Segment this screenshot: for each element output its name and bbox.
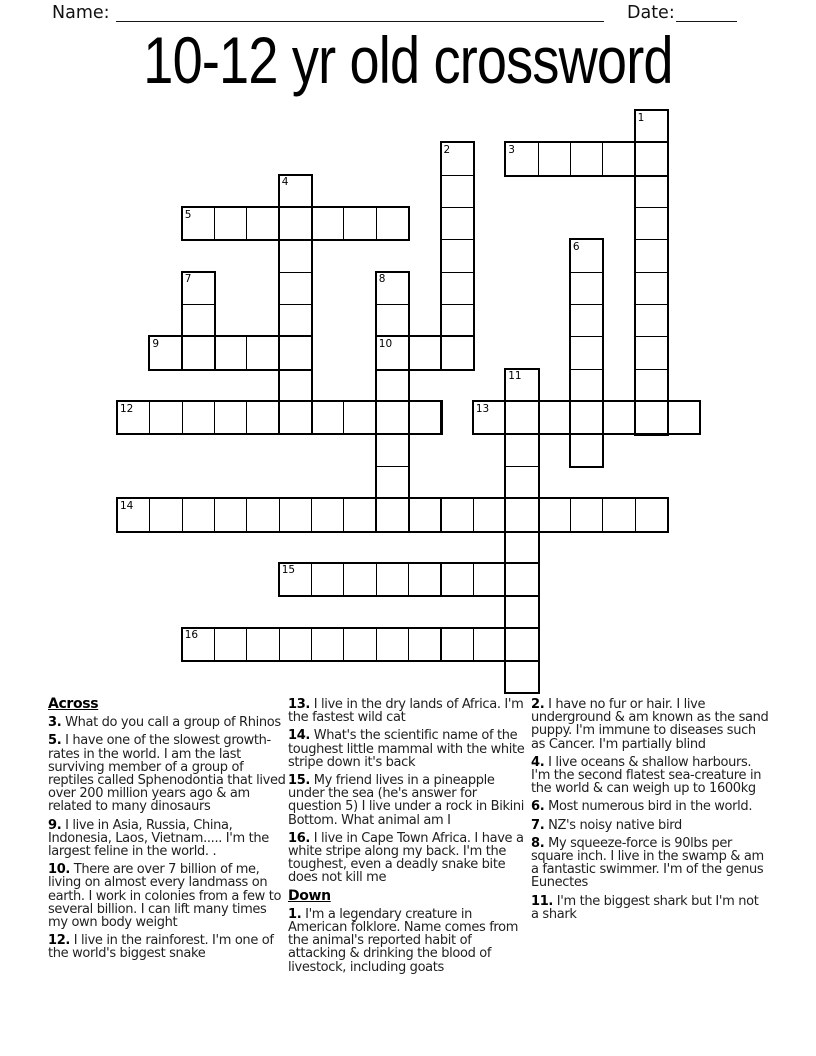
grid-cell-r12c1[interactable] [149, 498, 182, 531]
down-header: Down [288, 887, 331, 904]
grid-cell-r2c10[interactable] [441, 175, 474, 208]
grid-cell-r12c13[interactable] [538, 498, 571, 531]
grid-cell-r9c2[interactable] [182, 401, 215, 434]
clue-number: 16. [288, 830, 310, 846]
grid-cell-r14c9[interactable] [408, 563, 441, 596]
grid-cell-r16c3[interactable] [214, 628, 247, 661]
clue-number: 10. [48, 862, 70, 878]
clue-text: I live in Cape Town Africa. I have a white stripe along my back. I'm the toughest, even a deadly snake bite does not kill me [288, 830, 524, 886]
grid-cell-r9c13[interactable] [538, 401, 571, 434]
grid-number-10: 10 [378, 337, 393, 350]
grid-cell-r1c10[interactable] [441, 142, 474, 175]
clue-number: 15. [288, 773, 310, 789]
grid-number-2: 2 [443, 143, 451, 156]
grid-cell-r12c3[interactable] [214, 498, 247, 531]
grid-cell-r9c0[interactable] [117, 401, 150, 434]
grid-cell-r4c10[interactable] [441, 239, 474, 272]
clue-down-11 [531, 895, 769, 921]
grid-cell-r12c6[interactable] [311, 498, 344, 531]
grid-cell-r10c8[interactable] [376, 434, 409, 467]
grid-cell-r16c8[interactable] [376, 628, 409, 661]
grid-cell-r16c4[interactable] [246, 628, 279, 661]
clue-across-12 [48, 934, 288, 960]
clue-down-1 [288, 908, 528, 974]
grid-cell-r9c16[interactable] [635, 401, 668, 434]
grid-number-13: 13 [475, 402, 490, 415]
grid-cell-r3c3[interactable] [214, 207, 247, 240]
grid-cell-r7c10[interactable] [441, 336, 474, 369]
grid-cell-r16c7[interactable] [343, 628, 376, 661]
clue-text: What do you call a group of Rhinos [65, 715, 281, 731]
grid-cell-r7c14[interactable] [570, 336, 603, 369]
grid-cell-r14c5[interactable] [279, 563, 312, 596]
clue-text: I have no fur or hair. I live underground & am known as the sand puppy. I'm immune to diseases such as Cancer. I'm partially blind [531, 697, 769, 752]
grid-cell-r14c8[interactable] [376, 563, 409, 596]
grid-cell-r14c12[interactable] [505, 563, 538, 596]
grid-cell-r12c2[interactable] [182, 498, 215, 531]
grid-cell-r8c12[interactable] [505, 369, 538, 402]
clue-number: 13. [288, 697, 310, 712]
grid-cell-r5c2[interactable] [182, 272, 215, 305]
grid-number-3: 3 [508, 143, 515, 156]
grid-cell-r5c8[interactable] [376, 272, 409, 305]
grid-cell-r9c15[interactable] [602, 401, 635, 434]
clues-column-3 [531, 698, 769, 926]
grid-cell-r5c14[interactable] [570, 272, 603, 305]
clue-number: 7. [531, 817, 545, 833]
clue-down-4 [531, 756, 769, 796]
grid-cell-r16c6[interactable] [311, 628, 344, 661]
clue-across-3 [48, 716, 288, 729]
grid-cell-r16c12[interactable] [505, 628, 538, 661]
clue-number: 11. [531, 893, 553, 909]
grid-number-11: 11 [508, 370, 522, 383]
grid-cell-r7c1[interactable] [149, 336, 182, 369]
grid-cell-r1c15[interactable] [602, 142, 635, 175]
crossword-grid [117, 110, 701, 694]
grid-cell-r16c2[interactable] [182, 628, 215, 661]
grid-cell-r9c9[interactable] [408, 401, 441, 434]
clue-number: 8. [531, 835, 545, 851]
grid-number-6: 6 [572, 240, 580, 253]
grid-cell-r12c10[interactable] [441, 498, 474, 531]
clue-across-16 [288, 832, 528, 885]
grid-cell-r12c9[interactable] [408, 498, 441, 531]
clue-across-13 [288, 698, 528, 724]
clue-number: 6. [531, 799, 545, 815]
grid-number-5: 5 [184, 208, 192, 221]
clue-number: 9. [48, 817, 62, 833]
clue-number: 12. [48, 933, 70, 949]
grid-cell-r6c16[interactable] [635, 304, 668, 337]
grid-cell-r9c3[interactable] [214, 401, 247, 434]
grid-number-9: 9 [152, 337, 160, 350]
grid-cell-r6c10[interactable] [441, 304, 474, 337]
grid-number-14: 14 [120, 499, 134, 512]
grid-cell-r4c14[interactable] [570, 239, 603, 272]
grid-cell-r12c7[interactable] [343, 498, 376, 531]
grid-cell-r6c5[interactable] [279, 304, 312, 337]
grid-cell-r16c9[interactable] [408, 628, 441, 661]
grid-cell-r3c8[interactable] [376, 207, 409, 240]
grid-cell-r15c12[interactable] [505, 595, 538, 628]
grid-cell-r1c14[interactable] [570, 142, 603, 175]
page-title: 10-12 yr old crossword [143, 23, 673, 97]
grid-cell-r6c2[interactable] [182, 304, 215, 337]
clue-number: 1. [288, 906, 302, 922]
clue-text: My squeeze-force is 90lbs per square inch. I live in the swamp & am a fantastic swimmer. I'm of the genus Eunectes [531, 835, 764, 891]
grid-cell-r7c5[interactable] [279, 336, 312, 369]
clue-text: I live in Asia, Russia, China, Indonesia, Laos, Vietnam..... I'm the largest feline in the world. . [48, 817, 269, 860]
grid-cell-r14c10[interactable] [441, 563, 474, 596]
grid-cell-r2c5[interactable] [279, 175, 312, 208]
grid-cell-r9c6[interactable] [311, 401, 344, 434]
grid-cell-r17c12[interactable] [505, 660, 538, 693]
across-header: Across [48, 696, 99, 712]
clue-text: I'm a legendary creature in American folklore. Name comes from the animal's reported habit of attacking & drinking the blood of livestock, including goats [288, 906, 519, 975]
grid-cell-r16c5[interactable] [279, 628, 312, 661]
clues-column-1 [48, 698, 288, 966]
grid-cell-r7c8[interactable] [376, 336, 409, 369]
grid-cell-r16c10[interactable] [441, 628, 474, 661]
clue-across-5 [48, 734, 288, 813]
grid-cell-r2c16[interactable] [635, 175, 668, 208]
clue-text: I live oceans & shallow harbours. I'm the second flatest sea-creature in the world & can weigh up to 1600kg [531, 754, 762, 797]
clue-text: What's the scientific name of the toughest little mammal with the white stripe down it's back [288, 728, 525, 770]
clue-text: There are over 7 billion of me, living on almost every landmass on earth. I work in colonies from a few to several billion. I can lift many times my own body weight [48, 862, 282, 931]
grid-cell-r3c7[interactable] [343, 207, 376, 240]
grid-cell-r9c11[interactable] [473, 401, 506, 434]
clue-text: I have one of the slowest growth-rates in the world. I am the last surviving member of a group of reptiles called Sphenodontia that lived over 200 million years ago & am related to many dinosaurs [48, 733, 286, 815]
grid-cell-r8c5[interactable] [279, 369, 312, 402]
clue-down-8 [531, 837, 769, 890]
grid-cell-r7c9[interactable] [408, 336, 441, 369]
grid-cell-r11c8[interactable] [376, 466, 409, 499]
grid-cell-r5c5[interactable] [279, 272, 312, 305]
grid-cell-r14c6[interactable] [311, 563, 344, 596]
clue-text: I live in the rainforest. I'm one of the world's biggest snake [48, 933, 274, 962]
grid-cell-r7c3[interactable] [214, 336, 247, 369]
grid-cell-r12c11[interactable] [473, 498, 506, 531]
grid-number-12: 12 [120, 402, 134, 415]
grid-cell-r12c0[interactable] [117, 498, 150, 531]
clue-down-2 [531, 698, 769, 751]
date-label: Date: [627, 3, 675, 23]
grid-cell-r16c11[interactable] [473, 628, 506, 661]
grid-cell-r1c13[interactable] [538, 142, 571, 175]
grid-number-4: 4 [281, 176, 289, 189]
grid-cell-r12c5[interactable] [279, 498, 312, 531]
grid-cell-r10c12[interactable] [505, 434, 538, 467]
grid-cell-r9c14[interactable] [570, 401, 603, 434]
grid-cell-r3c6[interactable] [311, 207, 344, 240]
clue-across-10 [48, 863, 288, 929]
grid-cell-r12c12[interactable] [505, 498, 538, 531]
grid-cell-r13c12[interactable] [505, 531, 538, 564]
grid-cell-r1c16[interactable] [635, 142, 668, 175]
grid-cell-r3c5[interactable] [279, 207, 312, 240]
grid-cell-r5c16[interactable] [635, 272, 668, 305]
clue-number: 14. [288, 728, 310, 744]
grid-cell-r6c8[interactable] [376, 304, 409, 337]
grid-cell-r7c4[interactable] [246, 336, 279, 369]
grid-cell-r14c7[interactable] [343, 563, 376, 596]
grid-cell-r9c8[interactable] [376, 401, 409, 434]
clue-number: 2. [531, 697, 545, 712]
clue-text: My friend lives in a pineapple under the sea (he's answer for question 5) I live under a rock in Bikini Bottom. What animal am I [288, 773, 525, 828]
grid-number-15: 15 [281, 564, 296, 577]
clue-text: Most numerous bird in the world. [548, 799, 753, 815]
grid-cell-r8c14[interactable] [570, 369, 603, 402]
grid-cell-r5c10[interactable] [441, 272, 474, 305]
grid-number-7: 7 [184, 273, 192, 286]
grid-cell-r12c16[interactable] [635, 498, 668, 531]
grid-cell-r9c17[interactable] [667, 401, 700, 434]
grid-cell-r9c1[interactable] [149, 401, 182, 434]
grid-cell-r9c12[interactable] [505, 401, 538, 434]
grid-cell-r3c16[interactable] [635, 207, 668, 240]
grid-cell-r9c5[interactable] [279, 401, 312, 434]
grid-cell-r12c4[interactable] [246, 498, 279, 531]
clue-number: 5. [48, 733, 62, 749]
clues-column-2 [288, 698, 528, 979]
grid-cell-r0c16[interactable] [635, 110, 668, 143]
grid-cell-r11c12[interactable] [505, 466, 538, 499]
clue-across-14 [288, 729, 528, 769]
grid-cell-r9c4[interactable] [246, 401, 279, 434]
grid-cell-r3c10[interactable] [441, 207, 474, 240]
clue-text: I live in the dry lands of Africa. I'm the fastest wild cat [288, 697, 524, 726]
grid-cell-r8c16[interactable] [635, 369, 668, 402]
clue-down-6 [531, 800, 769, 813]
grid-cell-r12c14[interactable] [570, 498, 603, 531]
clue-down-7 [531, 819, 769, 832]
grid-cell-r12c15[interactable] [602, 498, 635, 531]
grid-number-16: 16 [184, 629, 199, 642]
clue-text: NZ's noisy native bird [548, 817, 682, 833]
grid-cell-r9c7[interactable] [343, 401, 376, 434]
name-input-line[interactable] [116, 21, 604, 22]
grid-cell-r12c8[interactable] [376, 498, 409, 531]
grid-number-1: 1 [637, 111, 645, 124]
grid-number-8: 8 [378, 273, 386, 286]
clue-across-9 [48, 819, 288, 859]
grid-cell-r4c16[interactable] [635, 239, 668, 272]
clue-across-15 [288, 774, 528, 827]
grid-cell-r14c11[interactable] [473, 563, 506, 596]
grid-cell-r4c5[interactable] [279, 239, 312, 272]
grid-cell-r7c2[interactable] [182, 336, 215, 369]
grid-cell-r3c2[interactable] [182, 207, 215, 240]
clue-text: I'm the biggest shark but I'm not a shark [531, 893, 759, 922]
grid-cell-r10c14[interactable] [570, 434, 603, 467]
grid-cell-r1c12[interactable] [505, 142, 538, 175]
grid-cell-r7c16[interactable] [635, 336, 668, 369]
date-input-line[interactable] [676, 21, 737, 22]
grid-cell-r6c14[interactable] [570, 304, 603, 337]
name-label: Name: [52, 3, 110, 23]
grid-cell-r3c4[interactable] [246, 207, 279, 240]
clue-number: 4. [531, 754, 545, 770]
clue-number: 3. [48, 715, 62, 731]
grid-cell-r8c8[interactable] [376, 369, 409, 402]
